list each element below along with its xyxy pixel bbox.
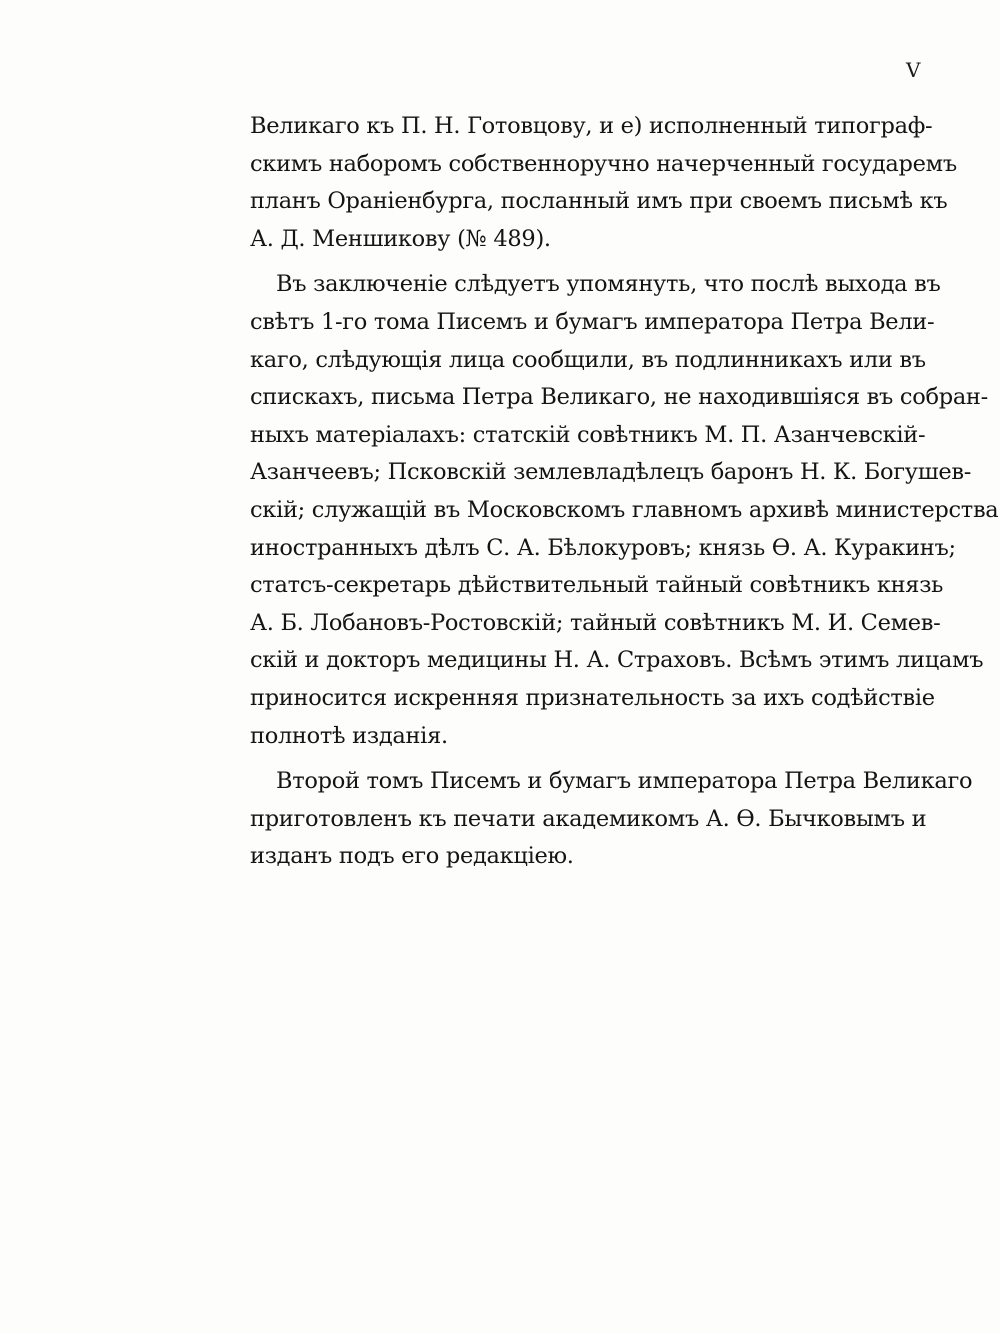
text-line: Великаго къ П. Н. Готовцову, и е) исполненный типограф- (250, 113, 933, 139)
paragraph-2 (250, 266, 999, 755)
text-line: статсъ-секретарь дѣйствительный тайный совѣтникъ князь (250, 572, 944, 599)
text-line: спискахъ, письма Петра Великаго, не находившіяся въ собран- (250, 384, 988, 411)
text-line: Второй томъ Писемъ и бумагъ императора Петра Великаго (276, 768, 973, 795)
text-line: А. Б. Лобановъ-Ростовскій; тайный совѣтникъ М. И. Семев- (250, 609, 941, 636)
text-line: скимъ наборомъ собственноручно начерченный государемъ (250, 150, 957, 177)
paragraph-1 (250, 108, 957, 258)
text-line: изданъ подъ его редакціею. (250, 843, 574, 870)
text-line: планъ Ораніенбурга, посланный имъ при своемъ письмѣ къ (250, 188, 948, 215)
text-line: Азанчеевъ; Псковскій землевладѣлецъ баронъ Н. К. Богушев- (250, 459, 972, 486)
text-line: свѣтъ 1-го тома Писемъ и бумагъ императора Петра Вели- (250, 308, 935, 335)
text-line: приносится искренняя признательность за ихъ содѣйствіе (250, 684, 935, 711)
text-line: А. Д. Меншикову (№ 489). (250, 225, 551, 252)
text-line: приготовленъ къ печати академикомъ А. Ѳ. Бычковымъ и (250, 805, 927, 832)
text-line: каго, слѣдующія лица сообщили, въ подлинникахъ или въ (250, 346, 926, 373)
text-line: полнотѣ изданія. (250, 722, 448, 749)
text-line: иностранныхъ дѣлъ С. А. Бѣлокуровъ; князь Ѳ. А. Куракинъ; (250, 534, 956, 561)
text-line: скій и докторъ медицины Н. А. Страховъ. Всѣмъ этимъ лицамъ (250, 647, 984, 674)
paragraph-3 (250, 763, 973, 876)
text-line: скій; служащій въ Московскомъ главномъ архивѣ министерства (250, 496, 999, 523)
text-line: ныхъ матеріалахъ: статскій совѣтникъ М. П. Азанчевскій- (250, 421, 926, 448)
text-line: Въ заключеніе слѣдуетъ упомянуть, что послѣ выхода въ (276, 271, 941, 298)
page-number: V (906, 58, 921, 82)
paragraph-spacer (250, 258, 922, 266)
body-text (250, 108, 999, 876)
paragraph-spacer (250, 755, 922, 763)
